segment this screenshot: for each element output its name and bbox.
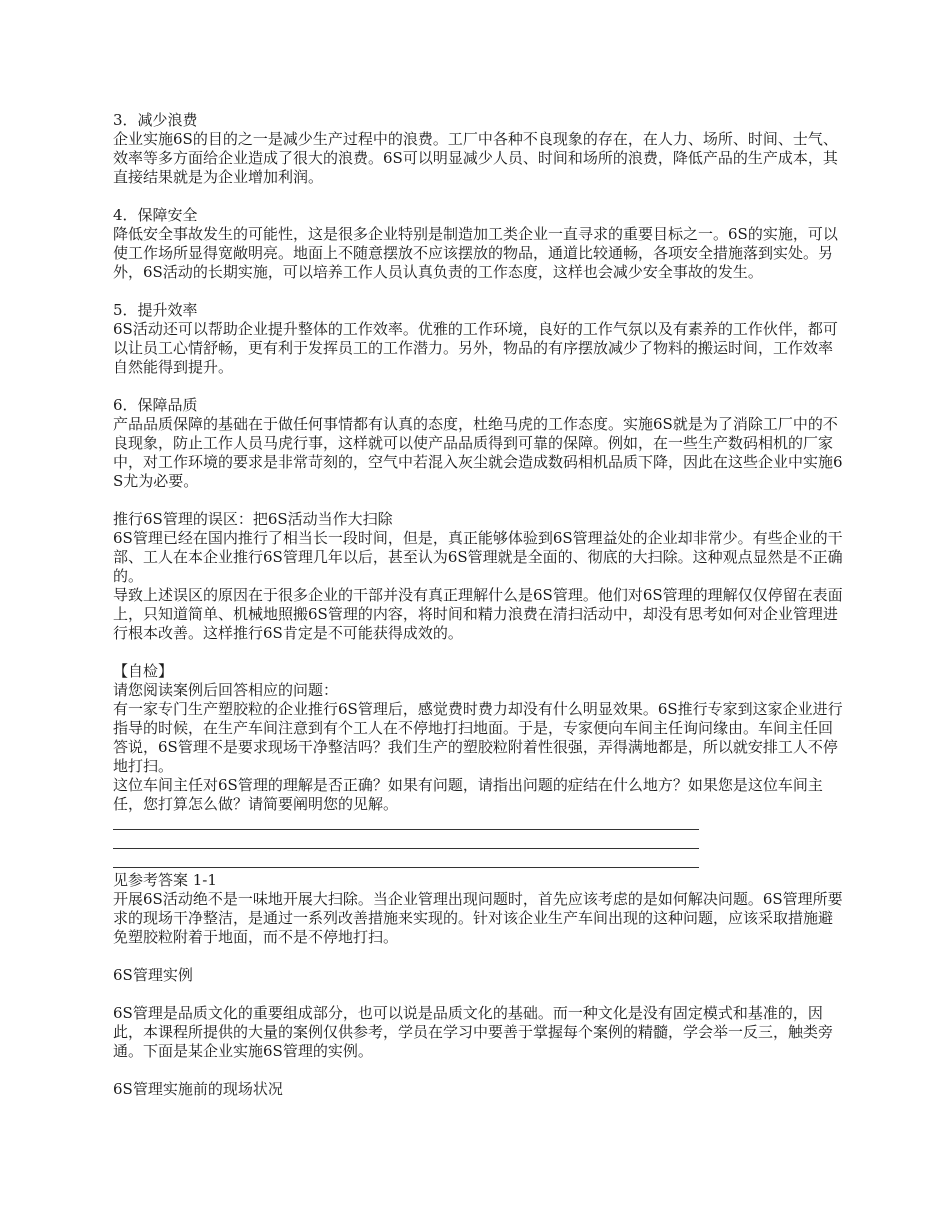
section-3-heading: 3．减少浪费 (113, 111, 198, 129)
selfcheck-intro: 请您阅读案例后回答相应的问题： (113, 681, 339, 699)
section-3-body: 企业实施6S的目的之一是减少生产过程中的浪费。工厂中各种不良现象的存在，在人力、场所、时间、士气、效率等多方面给企业造成了很大的浪费。6S可以明显减少人员、时间和场所的浪费，降低产品的生产成本，其直接结果就是为企业增加利润。 (113, 130, 838, 186)
section-5-body: 6S活动还可以帮助企业提升整体的工作效率。优雅的工作环境，良好的工作气氛以及有素养的工作伙伴，都可以让员工心情舒畅，更有利于发挥员工的工作潜力。另外，物品的有序摆放减少了物料的搬运时间，工作效率自然能得到提升。 (113, 320, 838, 376)
section-5-heading: 5．提升效率 (113, 301, 198, 319)
misconception-body-1: 6S管理已经在国内推行了相当长一段时间，但是，真正能够体验到6S管理益处的企业却非常少。有些企业的干部、工人在本企业推行6S管理几年以后，甚至认为6S管理就是全面的、彻底的大扫除。这种观点显然是不正确的。 (113, 529, 843, 585)
answer-line-1[interactable] (113, 814, 699, 833)
section-4-body: 降低安全事故发生的可能性，这是很多企业特别是制造加工类企业一直寻求的重要目标之一。6S的实施，可以使工作场所显得宽敞明亮。地面上不随意摆放不应该摆放的物品，通道比较通畅，各项安全措施落到实处。另外，6S活动的长期实施，可以培养工作人员认真负责的工作态度，这样也会减少安全事故的发生。 (113, 225, 838, 281)
spacer (113, 377, 843, 396)
spacer (113, 947, 843, 966)
spacer (113, 1061, 843, 1080)
document-page (113, 111, 843, 1099)
misconception-body-2: 导致上述误区的原因在于很多企业的干部并没有真正理解什么是6S管理。他们对6S管理的理解仅仅停留在表面上，只知道简单、机械地照搬6S管理的内容，将时间和精力浪费在清扫活动中，却没有思考如何对企业管理进行根本改善。这样推行6S肯定是不可能获得成效的。 (113, 586, 843, 642)
example-before-heading: 6S管理实施前的现场状况 (113, 1080, 283, 1098)
spacer (113, 643, 843, 662)
answer-reference: 见参考答案 1-1 (113, 871, 217, 889)
spacer (113, 491, 843, 510)
selfcheck-question: 这位车间主任对6S管理的理解是否正确？如果有问题，请指出问题的症结在什么地方？如果您是这位车间主任，您打算怎么做？请简要阐明您的见解。 (113, 776, 823, 813)
example-heading: 6S管理实例 (113, 966, 193, 984)
answer-line-3[interactable] (113, 852, 699, 871)
section-6-body: 产品品质保障的基础在于做任何事情都有认真的态度，杜绝马虎的工作态度。实施6S就是为了消除工厂中的不良现象，防止工作人员马虎行事，这样就可以使产品品质得到可靠的保障。例如，在一些生产数码相机的厂家中，对工作环境的要求是非常苛刻的，空气中若混入灰尘就会造成数码相机品质下降，因此在这些企业中实施6S尤为必要。 (113, 415, 843, 490)
selfcheck-case: 有一家专门生产塑胶粒的企业推行6S管理后，感觉费时费力却没有什么明显效果。6S推行专家到这家企业进行指导的时候，在生产车间注意到有个工人在不停地打扫地面。于是，专家便向车间主任询问缘由。车间主任回答说，6S管理不是要求现场干净整洁吗？我们生产的塑胶粒附着性很强，弄得满地都是，所以就安排工人不停地打扫。 (113, 700, 843, 775)
section-4-heading: 4．保障安全 (113, 206, 198, 224)
selfcheck-heading: 【自检】 (113, 662, 174, 680)
answer-body: 开展6S活动绝不是一味地开展大扫除。当企业管理出现问题时，首先应该考虑的是如何解决问题。6S管理所要求的现场干净整洁，是通过一系列改善措施来实现的。针对该企业生产车间出现的这种问题，应该采取措施避免塑胶粒附着于地面，而不是不停地打扫。 (113, 890, 843, 946)
answer-line-2[interactable] (113, 833, 699, 852)
spacer (113, 187, 843, 206)
spacer (113, 282, 843, 301)
section-6-heading: 6．保障品质 (113, 396, 198, 414)
example-body: 6S管理是品质文化的重要组成部分，也可以说是品质文化的基础。而一种文化是没有固定模式和基准的，因此，本课程所提供的大量的案例仅供参考，学员在学习中要善于掌握每个案例的精髓，学会举一反三，触类旁通。下面是某企业实施6S管理的实例。 (113, 1004, 834, 1060)
spacer (113, 985, 843, 1004)
misconception-heading: 推行6S管理的误区：把6S活动当作大扫除 (113, 510, 393, 528)
